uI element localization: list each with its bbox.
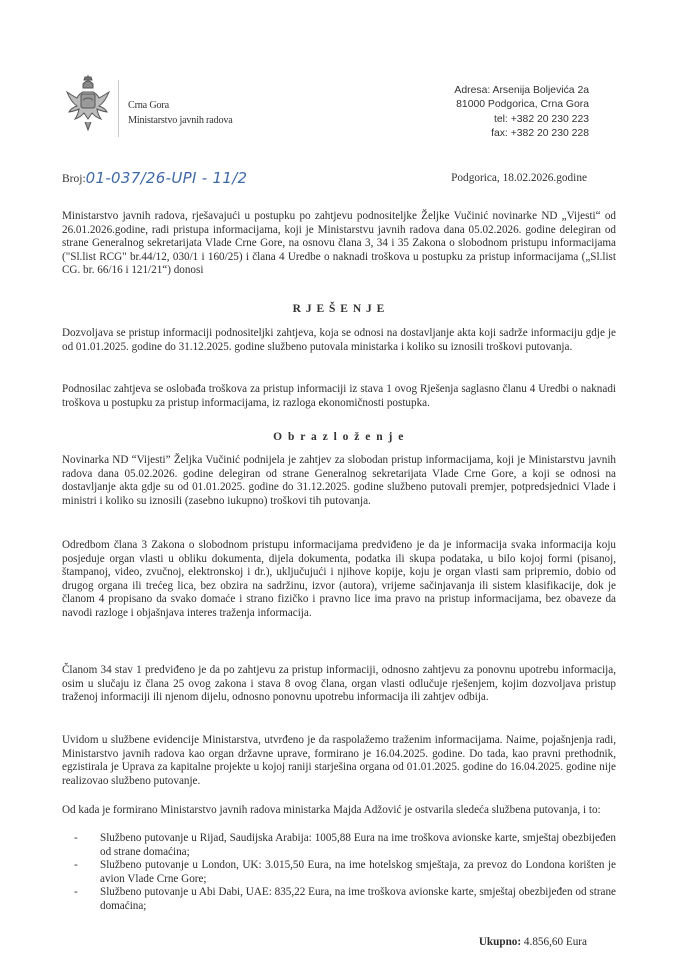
list-bullet: - (74, 859, 78, 872)
ministry-name: Ministarstvo javnih radova (128, 115, 233, 126)
address-line: 81000 Podgorica, Crna Gora (456, 99, 589, 111)
reasoning-paragraph-3: Članom 34 stav 1 predviđeno je da po zahtjevu za pristup informaciji, odnosno zahtjevu za ponovnu upotrebu informacija, osim u slučaju iz člana 25 ovog zakona i stava 8 ovog člana, organ vlasti odlučuje rješenjem, kojim dozvoljava pristup traženoj informaciji ili njenom dijelu, odnosno ponovnu upotrebu informacija ili zahtjev odbija. (62, 664, 616, 704)
decision-title: R J E Š E N J E (292, 303, 386, 315)
trip-item (62, 886, 616, 913)
reasoning-title: O b r a z l o ž e n j e (273, 431, 405, 443)
intro-paragraph: Ministarstvo javnih radova, rješavajući u postupku po zahtjevu podnositeljke Željke Vučinić novinarke ND „Vijesti“ od 26.01.2026.godine, radi pristupa informacijama, koji je Ministarstvu javnih radova dana 05.02.2026. godine delegiran od strane Generalnog sekretarijata Vlade Crne Gore, na osnovu člana 3, 34 i 35 Zakona o slobodnom pristupu informacijama ("Sl.list RCG" br.44/12, 030/1 i 160/25) i člana 4 Uredbe o naknadi troškova u postupku za pristup informacijama („Sl.list CG. br. 66/16 i 121/21“) donosi (62, 210, 616, 277)
trip-item (62, 859, 616, 886)
fax-line: fax: +382 20 230 228 (491, 127, 589, 139)
address-block (454, 84, 589, 141)
trips-list (62, 832, 616, 914)
country-name: Crna Gora (128, 100, 169, 111)
total-amount (479, 936, 587, 948)
trip-text: Službeno putovanje u Abi Dabi, UAE: 835,22 Eura, na ime troškova avionske karte, smještaj obezbijeđen od strane domaćina; (100, 886, 616, 912)
reasoning-paragraph-4: Uvidom u službene evidencije Ministarstva, utvrđeno je da raspolažemo traženim informacijama. Naime, pojašnjenja radi, Ministarstvo javnih radova kao organ državne uprave, formirano je 16.04.2025. godine. Do tada, kao pravni prethodnik, egzistirala je Uprava za kapitalne projekte u kojoj raniji starješina organa od 01.01.2025. godine do 16.04.2025. godine nije realizovao službeno putovanje. (62, 734, 616, 787)
montenegro-coat-of-arms-icon (63, 74, 113, 134)
organization-block (128, 98, 233, 128)
total-value: 4.856,60 Eura (523, 936, 587, 948)
decision-paragraph-2: Podnosilac zahtjeva se oslobađa troškova za pristup informaciji iz stava 1 ovog Rješenja saglasno članu 4 Uredbi o naknadi troškova u postupku za pristup informacijama, iz razloga ekonomičnosti postupka. (62, 383, 616, 409)
reference-label: Broj: (62, 173, 86, 185)
document-date: Podgorica, 18.02.2026.godine (451, 172, 587, 184)
trip-item (62, 832, 616, 859)
address-line: Adresa: Arsenija Boljevića 2a (454, 85, 589, 96)
trip-text: Službeno putovanje u London, UK: 3.015,50 Eura, na ime hotelskog smještaja, za prevoz do Londona korišten je avion Vlade Crne Gore; (100, 859, 616, 885)
total-label: Ukupno: (478, 936, 522, 948)
list-bullet: - (74, 886, 78, 899)
phone-line: tel: +382 20 230 223 (493, 113, 589, 125)
decision-paragraph-1: Dozvoljava se pristup informaciji podnositeljki zahtjeva, koja se odnosi na dostavljanje akta koji sadrže informaciju gdje je od 01.01.2025. godine do 31.12.2025. godine službeno putovala ministarka i koliko su iznosili troškovi putovanja. (62, 327, 616, 353)
list-bullet: - (74, 832, 78, 844)
trip-text: Službeno putovanje u Rijad, Saudijska Arabija: 1005,88 Eura na ime troškova avionske karte, smještaj obezbijeđen od strane domaćina; (100, 832, 616, 858)
reference-number (62, 168, 247, 186)
reasoning-paragraph-5: Od kada je formirano Ministarstvo javnih radova ministarka Majda Adžović je ostvarila sledeća službena putovanja, i to: (62, 804, 601, 816)
handwritten-reference-number: 01-037/26-UPI - 11/2 (85, 169, 248, 187)
reasoning-paragraph-1: Novinarka ND “Vijesti” Željka Vučinić podnijela je zahtjev za slobodan pristup informacijama, koji je Ministarstvu javnih radova dana 05.02.2026. godine delegiran od strane Generalnog sekretarijata Vlade Crne Gore, a koji se odnosi na dostavljanje akta gdje su od 01.01.2025. godine do 31.12.2025. godine službeno putovali premjer, potpredsjednici Vlade i ministri i koliko su iznosili (zasebno iukupno) troškovi tih putovanja. (62, 454, 616, 507)
header-divider (118, 80, 119, 137)
reasoning-paragraph-2: Odredbom člana 3 Zakona o slobodnom pristupu informacijama predviđeno je da je informacija svaka informacija koju posjeduje organ vlasti u obliku dokumenta, dijela dokumenta, podatka ili skupa podataka, u bilo kojoj formi (pisanoj, štampanoj, video, zvučnoj, elektronskoj i dr.), uključujući i njihove kopije, koju je organ vlasti sam pripremio, dobio od drugog organa ili trećeg lica, bez obzira na sadržinu, izvor (autora), vrijeme sačinjavanja ili sistem klasifikacije, dok je članom 4 propisano da svako domaće i strano fizičko i pravno lice ima pravo na pristup informacijama, bez obaveze da navodi razloge i objašnjava interes traženja informacija. (62, 539, 616, 619)
